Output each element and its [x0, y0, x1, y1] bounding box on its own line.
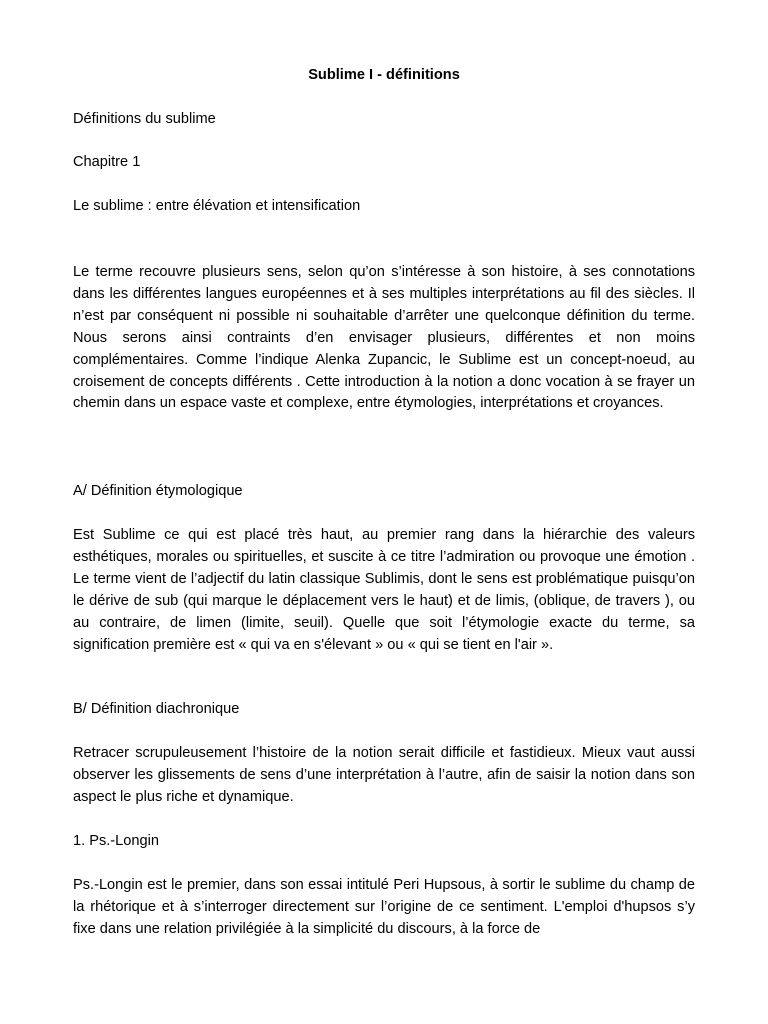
chapter-title: Le sublime : entre élévation et intensification [73, 198, 361, 214]
intro-paragraph: Le terme recouvre plusieurs sens, selon qu’on s’intéresse à son histoire, à ses connotations dans les différentes langues européennes et à ses multiples interprétations au fil des siècles. Il n’est par conséquent ni possible ni souhaitable d’arrêter une quelconque définition du terme. Nous serons ainsi contraints d’en envisager plusieurs, différentes et non moins complémentaires. Comme l’indique Alenka Zupancic, le Sublime est un concept-noeud, au croisement de concepts différents . Cette introduction à la notion a donc vocation à se frayer un chemin dans un espace vaste et complexe, entre étymologies, interprétations et croyances. [73, 264, 695, 412]
section-a-paragraph: Est Sublime ce qui est placé très haut, au premier rang dans la hiérarchie des valeurs esthétiques, morales ou spirituelles, et suscite à ce titre l’admiration ou provoque une émotion . Le terme vient de l’adjectif du latin classique Sublimis, dont le sens est problématique puisqu’on le dérive de sub (qui marque le déplacement vers le haut) et de limis, (oblique, de travers ), ou au contraire, de limen (limite, seuil). Quelle que soit l’étymologie exacte du terme, sa signification première est « qui va en s'élevant » ou « qui se tient en l'air ». [73, 527, 695, 653]
section-b-paragraph: Retracer scrupuleusement l’histoire de la notion serait difficile et fastidieux. Mieux vaut aussi observer les glissements de sens d’une interprétation à l’autre, afin de saisir la notion dans son aspect le plus riche et dynamique. [73, 745, 695, 805]
subsection-1-heading: 1. Ps.-Longin [73, 833, 159, 849]
chapter-label: Chapitre 1 [73, 154, 141, 170]
section-b-heading: B/ Définition diachronique [73, 701, 240, 717]
section-a-heading: A/ Définition étymologique [73, 483, 243, 499]
document-title: Sublime I - définitions [308, 67, 460, 83]
document-page [73, 0, 695, 1024]
subsection-1-paragraph: Ps.-Longin est le premier, dans son essai intitulé Peri Hupsous, à sortir le sublime du champ de la rhétorique et à s’interroger directement sur l’origine de ce sentiment. L'emploi d'hupsos s’y fixe dans une relation privilégiée à la simplicité du discours, à la force de [73, 877, 695, 937]
section-heading-definitions: Définitions du sublime [73, 111, 216, 127]
